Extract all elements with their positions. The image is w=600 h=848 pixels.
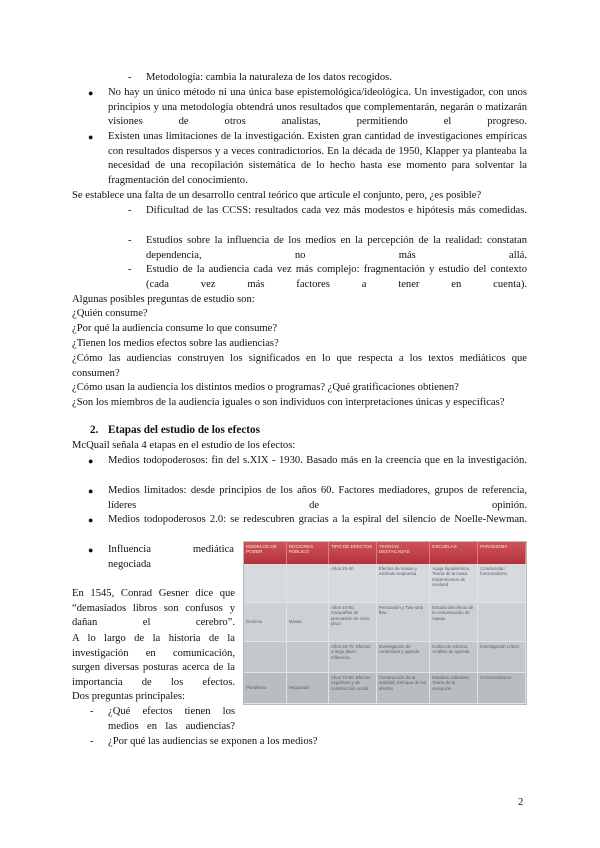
table-cell: Años 40-60. Campañas de persuasión de corto plazo <box>328 602 376 641</box>
section-title: Etapas del estudio de los efectos <box>108 424 260 436</box>
list-item: ¿Qué efectos tienen los medios en las audiencias? <box>108 706 235 732</box>
list-item: Estudio de la audiencia cada vez más complejo: fragmentación y estudio del contexto (cada vez más factores a tener en cuenta). <box>146 264 527 290</box>
question: ¿Cómo las audiencias construyen los significados en lo que respecta a los textos mediáticos que consumen? <box>72 353 527 379</box>
list-item: Influencia mediática negociada <box>108 544 234 570</box>
paragraph: A lo largo de la historia de la investigación en comunicación, surgen diversas posturas acerca de la importancia de los efectos. <box>72 633 235 688</box>
dash-marker: - <box>90 736 94 747</box>
table-cell: Estudio del efecto de la comunicación de masas <box>430 602 478 641</box>
table-cell: Aguja hipodérmica. Teoría de la masa. Experimentos de Hovland <box>430 564 478 602</box>
table-cell: Dominio <box>244 602 286 641</box>
page-number: 2 <box>518 797 524 808</box>
dash-marker: - <box>128 205 132 216</box>
table-cell: Pluralismo <box>244 672 286 703</box>
table-cell <box>286 564 328 602</box>
list-item: Dificultad de las CCSS: resultados cada vez más modestos e hipótesis más comedidas. <box>146 205 527 216</box>
table-row <box>244 602 526 641</box>
list-item: Medios limitados: desde principios de los años 60. Factores mediadores, grupos de referencia, líderes de opinión. <box>108 485 527 511</box>
table-cell: Conductista / funcionalismo <box>478 564 526 602</box>
table-cell: Años 20-40 <box>328 564 376 602</box>
effects-table-image <box>243 541 527 705</box>
table-cell: Años 60-70. Efectos a largo plazo. Influencia <box>328 641 376 672</box>
table-header: MODELOS DE PODER <box>244 542 286 564</box>
table-cell: Constructivismo <box>478 672 526 703</box>
paragraph: Se establece una falta de un desarrollo central teórico que articule el conjunto, pero, ¿es posible? <box>72 190 482 201</box>
bullet-icon: ● <box>88 545 94 555</box>
list-item: Medios todopoderosos: fin del s.XIX - 1930. Basado más en la creencia que en la investigación. <box>108 455 527 466</box>
dash-marker: - <box>128 264 132 275</box>
bullet-icon: ● <box>88 486 94 496</box>
question: ¿Son los miembros de la audiencia iguales o son individuos con interpretaciones únicas y específicas? <box>72 397 505 408</box>
list-item: Existen unas limitaciones de la investigación. Existen gran cantidad de investigaciones empíricas con resultados dispersos y a veces contradictorios. En la década de 1950, Klapper ya planteaba la necesidad de una recopilación sistemática de lo hecho hasta ese momento para solventar la fragmentación del conocimiento. <box>108 131 527 186</box>
paragraph: En 1545, Conrad Gesner dice que “demasiados libros son confusos y dañan el cerebro”. <box>72 588 235 629</box>
list-item: Estudios sobre la influencia de los medios en la percepción de la realidad: constatan dependencia, no más allá. <box>146 235 527 261</box>
question: ¿Tienen los medios efectos sobre las audiencias? <box>72 338 279 349</box>
table-cell: Investigación de contenidos y agenda <box>376 641 429 672</box>
table-header: TIPO DE EFECTOS <box>328 542 376 564</box>
table-cell: Negociado <box>286 672 328 703</box>
table-header-row <box>244 542 526 564</box>
bullet-icon: ● <box>88 132 94 142</box>
table-cell: Estudios culturales. Teoría de la recepción <box>430 672 478 703</box>
paragraph: Algunas posibles preguntas de estudio son: <box>72 294 255 305</box>
bullet-icon: ● <box>88 515 94 525</box>
table-header: ESCUELAS <box>430 542 478 564</box>
table-cell <box>244 641 286 672</box>
bullet-icon: ● <box>88 88 94 98</box>
paragraph: Dos preguntas principales: <box>72 691 185 702</box>
table-cell: Efectos de masas y estímulo-respuesta <box>376 564 429 602</box>
table-header: TEORÍAS DESTACADAS <box>376 542 429 564</box>
effects-table <box>244 542 526 704</box>
table-header: NOCIONES PÚBLICO <box>286 542 328 564</box>
list-item: No hay un único método ni una única base epistemológica/ideológica. Un investigador, con unos principios y una metodología obtendrá unos resultados que complementarán, negarán o matizarán visiones de otros analistas, permitiendo el progreso. <box>108 87 527 128</box>
paragraph: McQuail señala 4 etapas en el estudio de los efectos: <box>72 440 296 451</box>
dash-marker: - <box>128 72 132 83</box>
table-cell: Cultivo de efectos. Análisis de agenda <box>430 641 478 672</box>
table-cell <box>286 641 328 672</box>
section-number: 2. <box>90 424 99 436</box>
table-cell <box>244 564 286 602</box>
dash-marker: - <box>90 706 94 717</box>
bullet-icon: ● <box>88 456 94 466</box>
question: ¿Por qué la audiencia consume lo que consume? <box>72 323 278 334</box>
table-cell: Años 70-80. Efectos cognitivos y de construcción social <box>328 672 376 703</box>
table-cell <box>478 602 526 641</box>
table-cell: Masas <box>286 602 328 641</box>
table-row <box>244 672 526 703</box>
question: ¿Cómo usan la audiencia los distintos medios o programas? ¿Qué gratificaciones obtienen? <box>72 382 459 393</box>
list-item: ¿Por qué las audiencias se exponen a los medios? <box>108 736 318 747</box>
table-header: PARADIGMA <box>478 542 526 564</box>
table-row <box>244 564 526 602</box>
table-cell: Investigación crítica <box>478 641 526 672</box>
list-item: Metodología: cambia la naturaleza de los datos recogidos. <box>146 72 392 83</box>
question: ¿Quién consume? <box>72 308 148 319</box>
table-row <box>244 641 526 672</box>
table-cell: Persuasión y Two-step flow <box>376 602 429 641</box>
table-cell: Construcción de la realidad. Enfoque de los efectos <box>376 672 429 703</box>
dash-marker: - <box>128 235 132 246</box>
list-item: Medios todopoderosos 2.0: se redescubren gracias a la espiral del silencio de Noelle-Newman. <box>108 514 527 525</box>
